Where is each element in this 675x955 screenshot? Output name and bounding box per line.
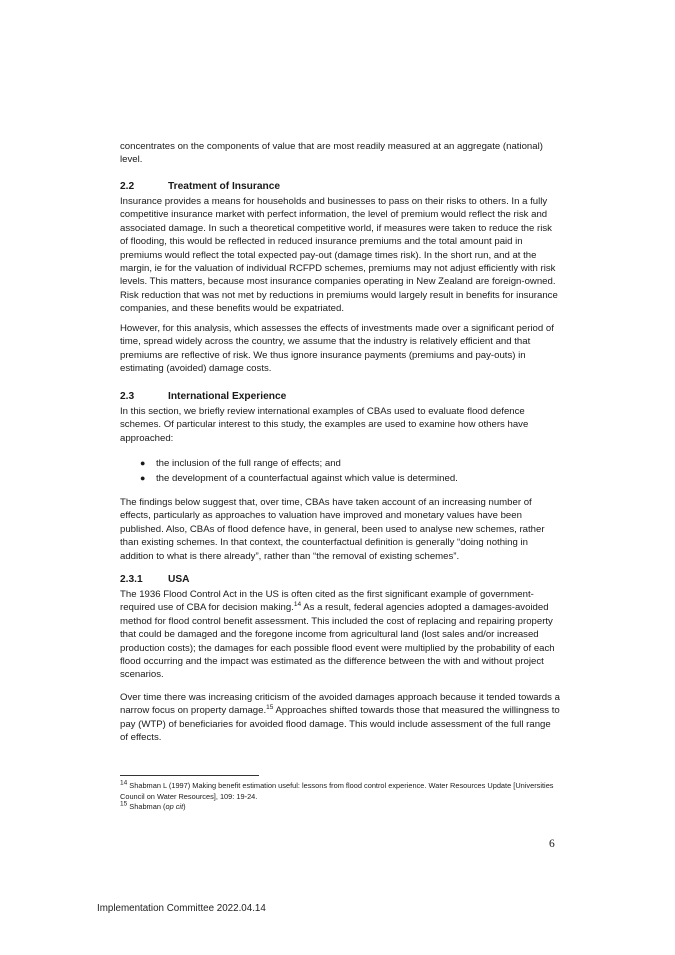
page-footer: Implementation Committee 2022.04.14: [97, 903, 266, 914]
bullet-icon: ●: [140, 458, 146, 468]
list-item: ● the inclusion of the full range of effects; and: [140, 458, 341, 469]
section-number: 2.3.1: [120, 574, 143, 585]
page-number: 6: [549, 838, 555, 850]
intro-paragraph: concentrates on the components of value that are most readily measured at an aggregate (national) level.: [120, 141, 543, 166]
international-paragraph-1: In this section, we briefly review international examples of CBAs used to evaluate flood defence schemes. Of particular interest to this study, the examples are used to examine how others have approached:: [120, 406, 529, 444]
insurance-paragraph-1: Insurance provides a means for households and businesses to pass on their risks to others. In a fully competitive insurance market with perfect information, the level of premium would reflect the risk and associated damage. In such a theoretical competitive world, if measures were taken to reduce the risk of flooding, this would be reflected in reduced insurance premiums and the total amount paid in premiums would reflect the total expected pay-out (damage times risk). In the short run, and at the margin, ie for the valuation of individual RCFPD schemes, premiums may not adjust efficiently with risk levels. This matters, because most insurance companies operating in New Zealand are foreign-owned. Risk reduction that was not met by reductions in premiums would largely result in benefits for insurance companies, and these benefits would be expatriated.: [120, 196, 558, 315]
footnotes: [120, 781, 560, 813]
section-2-2-heading: [120, 180, 280, 193]
usa-paragraph-2: Over time there was increasing criticism of the avoided damages approach because it tended towards a narrow focus on property damage.$^{15}$ Approaches shifted towards those that measured the willingness to pay (WTP) of beneficiaries for avoided flood damage. This would include assessment of the full range of effects.: [120, 692, 560, 744]
list-item: ● the development of a counterfactual against which value is determined.: [140, 473, 458, 485]
footnote-ref-15[interactable]: 15: [266, 704, 274, 712]
section-title: USA: [168, 574, 190, 585]
section-2-3-heading: [120, 390, 286, 403]
international-paragraph-2: The findings below suggest that, over time, CBAs have taken account of an increasing number of effects, particularly as approaches to valuation have improved and monetary values have been published. Also, CBAs of flood defence have, in general, been used to analyse new schemes, rather than existing schemes. In that context, the counterfactual definition is generally “doing nothing in addition to what is there already”, rather than “the removal of existing schemes”.: [120, 497, 545, 562]
bullet-icon: ●: [140, 473, 146, 484]
section-title: Treatment of Insurance: [168, 181, 281, 192]
section-title: International Experience: [168, 391, 287, 402]
footnote-14: $^{14}$ Shabman L (1997) Making benefit estimation useful: lessons from flood control experience. Water Resources Update [Universities Council on Water Resources], 109: 19-24.: [120, 779, 554, 801]
section-number: 2.2: [120, 181, 135, 192]
footnote-ref-14[interactable]: 14: [293, 601, 302, 609]
footnote-divider: [120, 775, 259, 776]
section-number: 2.3: [120, 391, 135, 402]
section-2-3-1-heading: [120, 573, 190, 586]
bullet-list: [138, 457, 558, 488]
insurance-paragraph-2: However, for this analysis, which assesses the effects of investments made over a significant period of time, spread widely across the country, we assume that the industry is relatively efficient and that premiums are reflective of risk. We thus ignore insurance payments (premiums and pay-outs) in estimating (avoided) damage costs.: [120, 323, 554, 375]
usa-paragraph-1: The 1936 Flood Control Act in the US is often cited as the first significant example of government-required use of CBA for decision making.$^{14}$ As a result, federal agencies adopted a damages-avoided method for flood control benefit assessment. This included the cost of replacing and repairing property that could be damaged and the foregone income from agricultural land (lost sales and/or increased production costs); the damages for each possible flood event were multiplied by the probability of each flood occurring and the impact was estimated as the difference between the with and without project scenarios.: [120, 589, 555, 681]
footnote-15: $^{15}$ Shabman (op cit): [120, 800, 186, 812]
